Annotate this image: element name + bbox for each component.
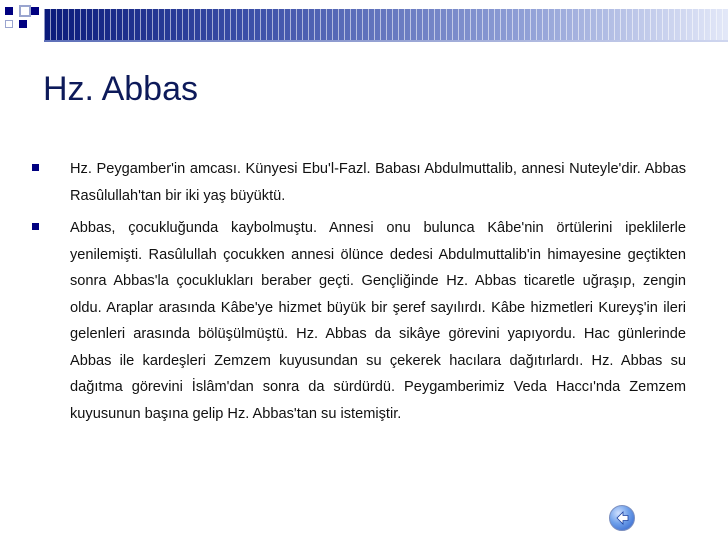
bullet-marker <box>32 164 39 171</box>
bullet-text: Hz. Peygamber'in amcası. Künyesi Ebu'l-Fazl. Babası Abdulmuttalib, annesi Nuteyle'dir. Abbas Rasûlullah'tan bir iki yaş büyüktü. <box>70 161 686 204</box>
bullet-text: Abbas, çocukluğunda kaybolmuştu. Annesi onu bulunca Kâbe'nin örtülerini ipeklilerle yenilemişti. Rasûlullah çocukken annesi ölünce dedesi Abdulmuttalib'in himayesine geçtikten sonra Abbas'la çocuklukları beraber geçti. Gençliğinde Hz. Abbas ticaretle uğraşıp, zengin oldu. Araplar arasında Kâbe'ye hizmet büyük bir şeref sayılırdı. Kâbe hizmetleri Kureyş'in ileri gelenleri arasında bölüşülmüştü. Hz. Abbas da sikâye görevini yapıyordu. Hac günlerinde Abbas ile kardeşleri Zemzem kuyusundan su çekerek hacılara dağıtırlardı. Hz. Abbas su dağıtma görevini İslâm'dan sonra da sürdürdü. Peygamberimiz Veda Haccı'nda Zemzem kuyusunun başına gelip Hz. Abbas'tan su istemiştir. <box>70 220 686 422</box>
bullet-list <box>30 156 686 433</box>
corner-square-decoration <box>5 20 13 28</box>
header-divider <box>44 40 728 42</box>
corner-square-decoration <box>5 7 13 15</box>
bullet-marker <box>32 223 39 230</box>
back-button[interactable] <box>609 505 635 531</box>
corner-square-decoration <box>31 7 39 15</box>
slide-title: Hz. Abbas <box>43 70 198 108</box>
bullet-item <box>30 215 686 427</box>
arrow-left-icon <box>614 510 630 526</box>
header-gradient-bar <box>44 9 728 40</box>
corner-square-decoration <box>19 5 31 17</box>
corner-square-decoration <box>19 20 27 28</box>
bullet-item <box>30 156 686 209</box>
